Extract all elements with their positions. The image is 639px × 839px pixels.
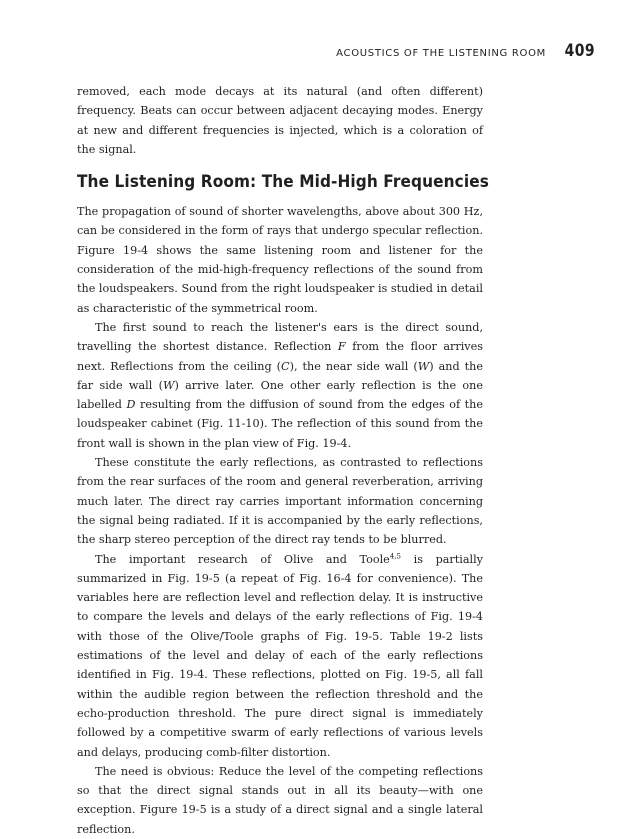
label-f: F: [337, 340, 346, 354]
body-text: [77, 82, 489, 839]
paragraph-need: The need is obvious: Reduce the level of the competing reflections so that the direct signal stands out in all its beauty—with one exception. Figure 19-5 is a study of a direct signal and a single lateral reflection.: [77, 764, 483, 836]
text-run: The first sound to reach the listener's ears is the direct sound, travelling the shortest distance. Reflection: [77, 320, 483, 354]
running-head: [77, 41, 595, 61]
text-run: is partially summarized in Fig. 19-5 (a repeat of Fig. 16-4 for convenience). The variables here are reflection level and reflection delay. It is instructive to compare the levels and delays of the early reflections of Fig. 19-4 with those of the Olive/Toole graphs of Fig. 19-5. Table 19-2 lists estimations of the level and delay of each of the early reflections identified in Fig. 19-4. These reflections, plotted on Fig. 19-5, all fall within the audible region between the reflection threshold and the echo-production threshold. The pure direct signal is immediately followed by a competitive swarm of early reflections of various levels and delays, producing comb-filter distortion.: [77, 552, 483, 759]
paragraph-propagation: The propagation of sound of shorter wavelengths, above about 300 Hz, can be considered in the form of rays that undergo specular reflection. Figure 19-4 shows the same listening room and listener for the consideration of the mid-high-frequency reflections of the sound from the loudspeakers. Sound from the right loudspeaker is studied in detail as characteristic of the symmetrical room.: [77, 205, 483, 315]
paragraph-early-reflections: These constitute the early reflections, as contrasted to reflections from the rear surfaces of the room and general reverberation, arriving much later. The direct ray carries important information concerning the signal being radiated. If it is accompanied by the early reflections, the sharp stereo perception of the direct ray tends to be blurred.: [77, 456, 483, 547]
label-w-near: W: [417, 359, 430, 373]
text-run: resulting from the diffusion of sound from the edges of the loudspeaker cabinet (Fig. 11-10). The reflection of this sound from the front wall is shown in the plan view of Fig. 19-4.: [77, 398, 483, 450]
text-run: ) arrive later. One other early reflection is the one labelled: [77, 378, 483, 412]
paragraph-direct-sound: [77, 318, 483, 453]
carryover-paragraph: removed, each mode decays at its natural (and often different) frequency. Beats can occur between adjacent decaying modes. Energy at new and different frequencies is injected, which is a coloration of the signal.: [77, 85, 483, 156]
section-heading: The Listening Room: The Mid-High Frequencies: [77, 172, 489, 192]
citation-superscript: 4,5: [389, 551, 401, 560]
label-c: C: [281, 359, 290, 373]
running-title: ACOUSTICS OF THE LISTENING ROOM: [336, 48, 546, 59]
text-run: ) and the far side wall (: [77, 359, 483, 392]
text-run: from the floor arrives next. Reflections from the ceiling (: [77, 340, 483, 373]
paragraph-olive-toole: [77, 550, 483, 762]
page-number: 409: [564, 41, 595, 61]
text-run: The important research of Olive and Toole: [95, 552, 390, 566]
label-d: D: [126, 398, 136, 412]
label-w-far: W: [162, 378, 175, 392]
text-run: ), the near side wall (: [289, 359, 418, 373]
